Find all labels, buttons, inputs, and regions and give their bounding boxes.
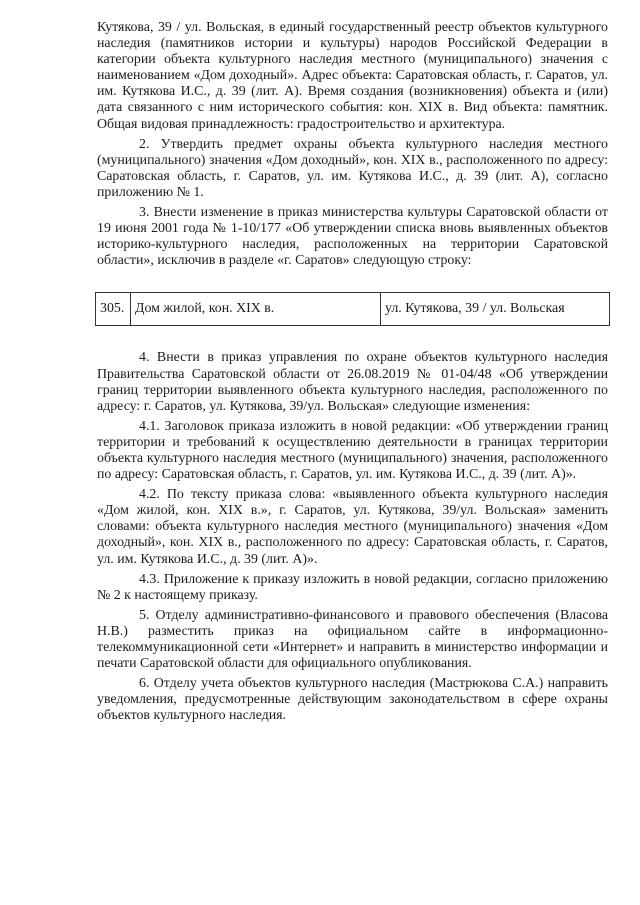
excluded-row-table-wrapper bbox=[95, 292, 608, 326]
paragraph-item-5: 5. Отделу административно-финансового и правового обеспечения (Власова Н.В.) разместить приказ на официальном сайте в информационно-телекоммуникационной сети «Интернет» и направить в министерство информации и печати Саратовской области для официального опубликования. bbox=[97, 607, 608, 672]
paragraph-item-4-2: 4.2. По тексту приказа слова: «выявленного объекта культурного наследия «Дом жилой, кон. XIX в.», г. Саратов, ул. Кутякова, 39/ул. Вольская» заменить словами: объекта культурного наследия местного (муниципального) значения «Дом доходный», кон. XIX в., расположенного по адресу: Саратовская область, г. Саратов, ул. им. Кутякова И.С., д. 39 (лит. А)». bbox=[97, 487, 608, 567]
table-cell-number: 305. bbox=[96, 293, 131, 326]
table-row bbox=[96, 293, 610, 326]
paragraph-item-2: 2. Утвердить предмет охраны объекта культурного наследия местного (муниципального) значения «Дом доходный», кон. XIX в., расположенного по адресу: Саратовская область, г. Саратов, ул. им. Кутякова И.С., д. 39 (лит. А), согласно приложению № 1. bbox=[97, 136, 608, 200]
paragraph-item-4-3: 4.3. Приложение к приказу изложить в новой редакции, согласно приложению № 2 к настоящему приказу. bbox=[97, 571, 608, 603]
paragraph-item-4: 4. Внести в приказ управления по охране объектов культурного наследия Правительства Саратовской области от 26.08.2019 № 01-04/48 «Об утверждении границ территории выявленного объекта культурного наследия, расположенного по адресу: г. Саратов, ул. Кутякова, 39/ул. Вольская» следующие изменения: bbox=[97, 350, 608, 414]
excluded-row-table bbox=[95, 292, 610, 326]
paragraph-item-6: 6. Отделу учета объектов культурного наследия (Мастрюкова С.А.) направить уведомления, предусмотренные действующим законодательством в сфере охраны объектов культурного наследия. bbox=[97, 676, 608, 724]
table-cell-address: ул. Кутякова, 39 / ул. Вольская bbox=[381, 293, 610, 326]
paragraph-item-4-1: 4.1. Заголовок приказа изложить в новой редакции: «Об утверждении границ территории и требований к осуществлению деятельности в границах территории объекта культурного наследия местного (муниципального) значения, расположенного по адресу: Саратовская область, г. Саратов, ул. им. Кутякова И.С., д. 39 (лит. А)». bbox=[97, 418, 608, 483]
paragraph-item-3: 3. Внести изменение в приказ министерства культуры Саратовской области от 19 июня 2001 года № 1-10/177 «Об утверждении списка вновь выявленных объектов историко-культурного наследия, расположенных на территории Саратовской области», исключив в разделе «г. Саратов» следующую строку: bbox=[97, 205, 608, 269]
paragraph-object-registration: Кутякова, 39 / ул. Вольская, в единый государственный реестр объектов культурного наследия (памятников истории и культуры) народов Российской Федерации в категории объекта культурного наследия местного (муниципального) значения с наименованием «Дом доходный». Адрес объекта: Саратовская область, г. Саратов, ул. им. Кутякова И.С., д. 39 (лит. А). Время создания (возникновения) объекта и (или) дата связанного с ним исторического события: кон. XIX в. Вид объекта: памятник. Общая видовая принадлежность: градостроительство и архитектура. bbox=[97, 20, 608, 132]
table-cell-name: Дом жилой, кон. XIX в. bbox=[131, 293, 381, 326]
